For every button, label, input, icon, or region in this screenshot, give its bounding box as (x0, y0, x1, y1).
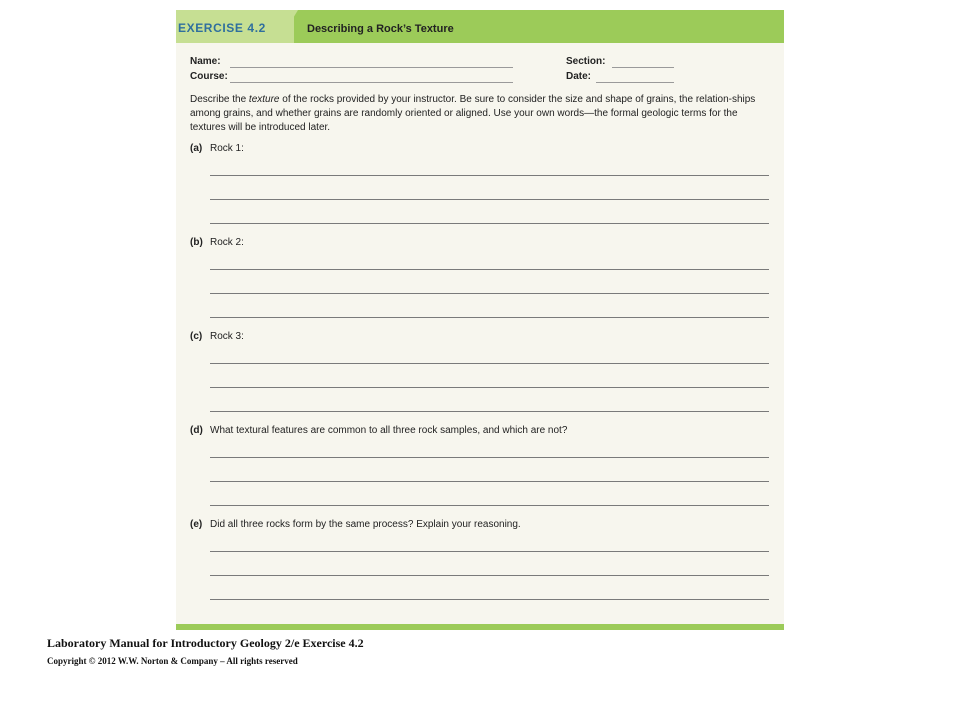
question-b: (b) Rock 2: (190, 237, 244, 248)
answer-line-a2[interactable] (210, 199, 769, 200)
header-tab-divider (278, 10, 298, 43)
exercise-label: EXERCISE 4.2 (178, 21, 266, 35)
course-label: Course: (190, 71, 228, 82)
answer-line-e3[interactable] (210, 599, 769, 600)
footer-title: Laboratory Manual for Introductory Geology 2/e Exercise 4.2 (47, 636, 364, 650)
question-e: (e) Did all three rocks form by the same process? Explain your reasoning. (190, 519, 521, 530)
name-label: Name: (190, 56, 221, 67)
exercise-title: Describing a Rock’s Texture (307, 23, 454, 35)
question-a: (a) Rock 1: (190, 143, 244, 154)
answer-line-e1[interactable] (210, 551, 769, 552)
date-field[interactable] (596, 82, 674, 83)
section-label: Section: (566, 56, 606, 67)
answer-line-c3[interactable] (210, 411, 769, 412)
answer-line-d2[interactable] (210, 481, 769, 482)
footer-copyright: Copyright © 2012 W.W. Norton & Company – All rights reserved (47, 656, 298, 666)
answer-line-b1[interactable] (210, 269, 769, 270)
answer-line-b3[interactable] (210, 317, 769, 318)
date-label: Date: (566, 71, 592, 82)
answer-line-c1[interactable] (210, 363, 769, 364)
answer-line-a3[interactable] (210, 223, 769, 224)
answer-line-c2[interactable] (210, 387, 769, 388)
name-field[interactable] (230, 67, 513, 68)
bottom-rule (176, 624, 784, 630)
answer-line-d1[interactable] (210, 457, 769, 458)
instructions-text: Describe the texture of the rocks provided by your instructor. Be sure to consider the size and shape of grains, the relation-ships among grains, and whether grains are randomly oriented or aligned. Use your own words—the formal geologic terms for the textures will be introduced later. (190, 94, 756, 133)
answer-line-d3[interactable] (210, 505, 769, 506)
question-d: (d) What textural features are common to all three rock samples, and which are not? (190, 425, 568, 436)
worksheet (176, 10, 784, 630)
answer-line-e2[interactable] (210, 575, 769, 576)
answer-line-a1[interactable] (210, 175, 769, 176)
instructions-emphasis: texture (248, 94, 280, 105)
section-field[interactable] (612, 67, 674, 68)
answer-line-b2[interactable] (210, 293, 769, 294)
question-c: (c) Rock 3: (190, 331, 244, 342)
course-field[interactable] (230, 82, 513, 83)
